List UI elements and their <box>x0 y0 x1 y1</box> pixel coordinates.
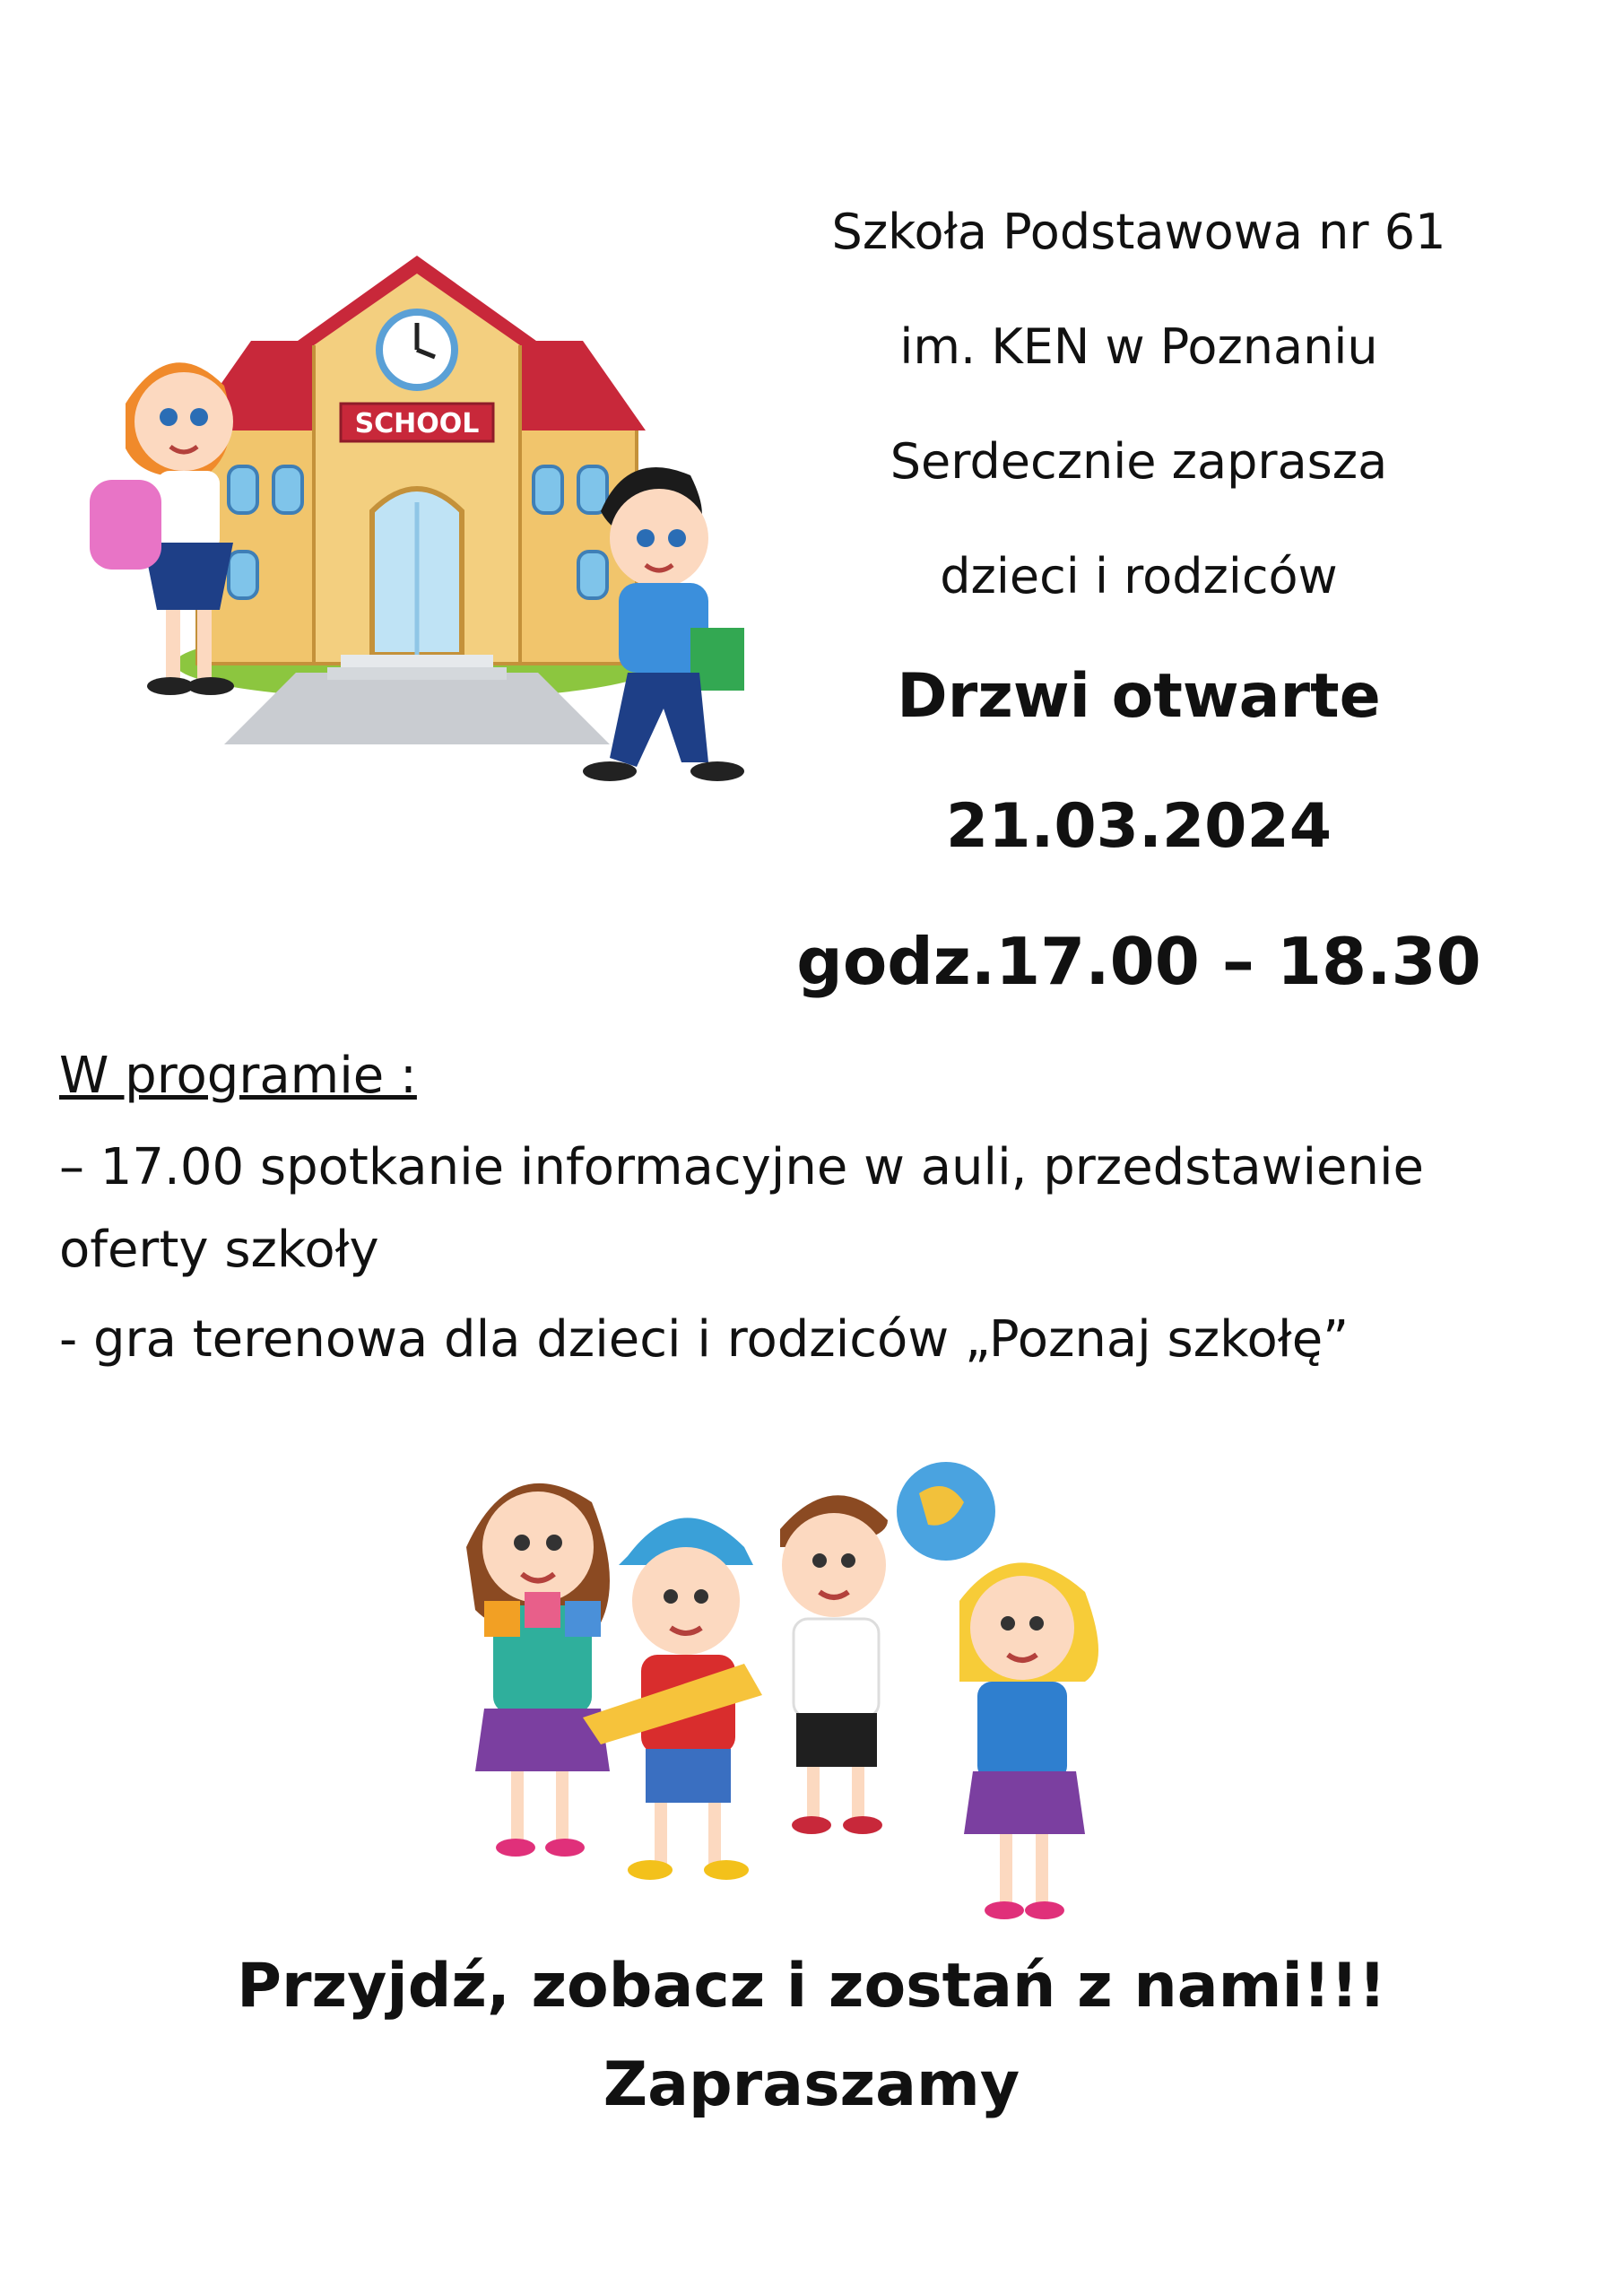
event-date: 21.03.2024 <box>945 791 1332 862</box>
invitation-header <box>771 175 1506 1029</box>
invitation-closing: Zapraszamy <box>603 2049 1020 2120</box>
school-sign-text: SCHOOL <box>354 408 480 439</box>
invitation-audience: dzieci i rodziców <box>940 548 1338 604</box>
school-illustration <box>72 242 753 888</box>
invitation-text: Serdecznie zaprasza <box>890 433 1388 490</box>
program-section <box>59 1031 1584 1383</box>
program-item: – 17.00 spotkanie informacyjne w auli, przedstawienie oferty szkoły <box>59 1138 1424 1279</box>
school-name: Szkoła Podstawowa nr 61 <box>831 204 1446 260</box>
book-icon <box>977 1682 1067 1780</box>
event-time: godz.17.00 – 18.30 <box>796 924 1481 999</box>
school-patron-city: im. KEN w Poznaniu <box>899 318 1378 375</box>
slogan: Przyjdź, zobacz i zostań z nami!!! <box>237 1951 1386 2022</box>
program-item: - gra terenowa dla dzieci i rodziców „Poznaj szkołę” <box>59 1310 1350 1369</box>
footer <box>0 1937 1623 2135</box>
children-group-illustration <box>457 1448 1157 1951</box>
backpack-icon <box>90 480 161 570</box>
program-title: W programie : <box>59 1047 417 1105</box>
event-title: Drzwi otwarte <box>897 661 1381 732</box>
